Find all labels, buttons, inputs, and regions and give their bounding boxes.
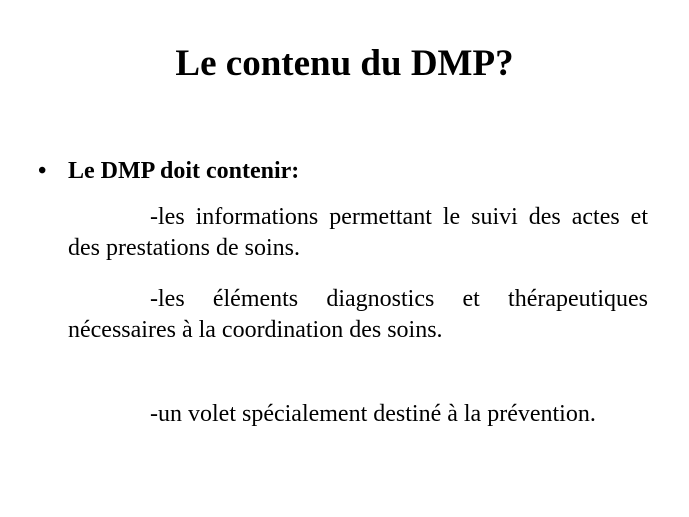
content-item-text: -les éléments diagnostics et thérapeutiques nécessaires à la coordination des soins. [68, 286, 648, 343]
content-item-2 [68, 284, 648, 346]
slide-title: Le contenu du DMP? [175, 43, 514, 84]
bullet-heading: Le DMP doit contenir: [68, 158, 300, 184]
content-item-text: -les informations permettant le suivi des actes et des prestations de soins. [68, 204, 648, 261]
content-item-text: -un volet spécialement destiné à la prévention. [150, 401, 596, 427]
bullet-icon: • [38, 158, 47, 184]
bullet-heading-row [38, 155, 658, 187]
content-item-3 [68, 399, 648, 430]
content-item-1 [68, 202, 648, 264]
